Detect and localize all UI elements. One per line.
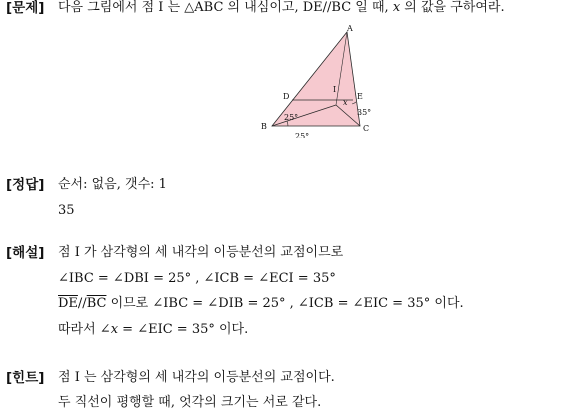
segment-bc: $\overline{BC}$ bbox=[331, 0, 352, 15]
explanation-line-3 bbox=[58, 296, 464, 312]
label-i: I bbox=[333, 85, 337, 94]
label-angle-b: 25° bbox=[284, 113, 299, 122]
variable-x: x bbox=[392, 0, 401, 15]
answer-tag: [정답] bbox=[6, 177, 45, 193]
explanation-line-4-c: = ∠EIC = 35° 이다. bbox=[118, 322, 249, 337]
problem-text-3: 의 값을 구하여라. bbox=[400, 0, 505, 15]
problem-text-2: 일 때, bbox=[351, 0, 393, 15]
parallel-symbol: // bbox=[322, 0, 332, 15]
label-e: E bbox=[357, 92, 363, 101]
problem-tag: [문제] bbox=[6, 0, 45, 16]
label-x: x bbox=[343, 98, 348, 107]
explanation-line-1: 점 I 가 삼각형의 세 내각의 이등분선의 교점이므로 bbox=[58, 245, 344, 260]
label-a: A bbox=[347, 24, 353, 33]
parallel-symbol-2: // bbox=[77, 296, 87, 311]
answer-line-1: 순서: 없음, 갯수: 1 bbox=[58, 177, 167, 192]
segment-bc-2: $\overline{BC}$ bbox=[86, 296, 107, 311]
explanation-line-3-rest: 이므로 ∠IBC = ∠DIB = 25° , ∠ICB = ∠EIC = 35° 이다. bbox=[106, 296, 464, 311]
answer-line-2: 35 bbox=[58, 203, 75, 218]
label-b: B bbox=[261, 122, 267, 131]
explanation-line-2: ∠IBC = ∠DBI = 25° , ∠ICB = ∠ECI = 35° bbox=[58, 271, 336, 286]
hint-tag: [힌트] bbox=[6, 370, 45, 386]
explanation-line-4-a: 따라서 ∠ bbox=[58, 322, 111, 337]
explanation-tag: [해설] bbox=[6, 245, 45, 261]
segment-de: $\overline{DE}$ bbox=[302, 0, 323, 15]
problem-text-1: 다음 그림에서 점 I 는 △ABC 의 내심이고, bbox=[58, 0, 303, 15]
hint-line-2: 두 직선이 평행할 때, 엇각의 크기는 서로 같다. bbox=[58, 395, 322, 410]
label-c: C bbox=[363, 124, 370, 133]
problem-statement bbox=[58, 0, 505, 16]
explanation-line-4 bbox=[58, 322, 248, 338]
hint-line-1: 점 I 는 삼각형의 세 내각의 이등분선의 교점이다. bbox=[58, 370, 335, 385]
label-angle-e: 35° bbox=[357, 108, 372, 117]
variable-x-2: x bbox=[110, 322, 119, 337]
triangle-figure bbox=[255, 22, 390, 138]
segment-de-2: $\overline{DE}$ bbox=[58, 296, 78, 311]
label-d: D bbox=[283, 92, 290, 101]
label-angle-b-bottom: 25° bbox=[295, 132, 310, 138]
